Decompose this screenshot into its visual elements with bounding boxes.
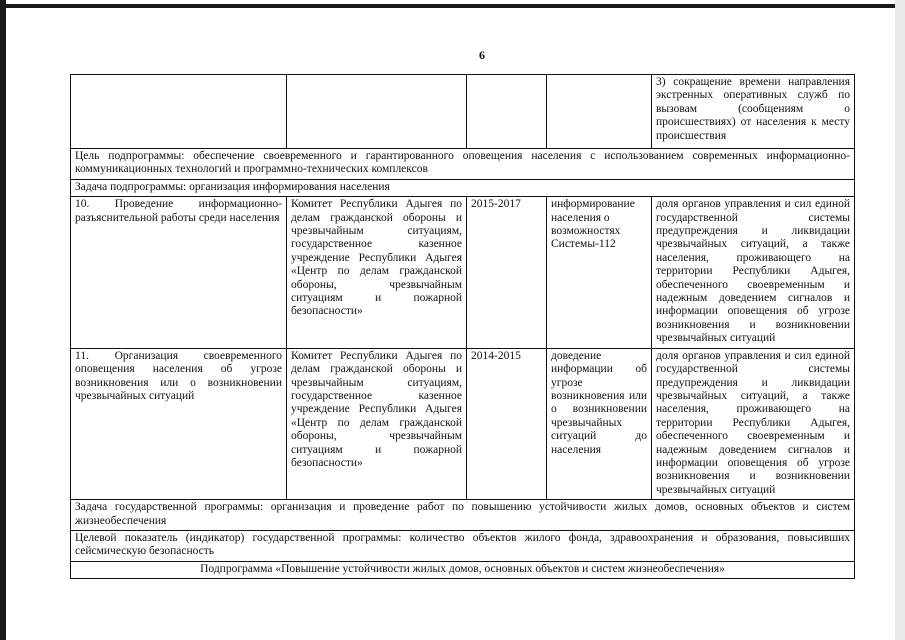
result-cell: доля органов управления и сил единой государственной системы предупреждения и ликвидации чрезвычайных ситуаций, а также населения, проживающего на территории Республики Адыгея, обеспеченного своевременным и надежным доведением сигналов и информации оповещения об угрозе возникновения и возникновении чрезвычайных ситуаций bbox=[652, 197, 855, 348]
target-indicator: Целевой показатель (индикатор) государственной программы: количество объектов жилого фонда, здравоохранения и образования, повысивших сейсмическую безопасность bbox=[71, 530, 855, 561]
scan-right-edge bbox=[895, 0, 905, 640]
measure-cell: 11. Организация своевременного оповещения населения об угрозе возникновения или о возникновении чрезвычайных ситуаций bbox=[71, 348, 287, 499]
table-row bbox=[71, 197, 855, 348]
years-cell: 2014-2015 bbox=[467, 348, 547, 499]
direction-cell: доведение информации об угрозе возникновения или о возникновении чрезвычайных ситуаций до населения bbox=[547, 348, 652, 499]
measure-cell: 10. Проведение информационно-разъяснительной работы среди населения bbox=[71, 197, 287, 348]
next-subprogram-title: Подпрограмма «Повышение устойчивости жилых домов, основных объектов и систем жизнеобеспечения» bbox=[71, 561, 855, 578]
result-cell: 3) сокращение времени направления экстренных оперативных служб по вызовам (сообщениям о происшествиях) от населения к месту происшествия bbox=[652, 75, 855, 149]
table-row bbox=[71, 75, 855, 149]
scan-left-edge bbox=[0, 0, 6, 640]
executor-cell: Комитет Республики Адыгея по делам гражданской обороны и чрезвычайным ситуациям, государственное казенное учреждение Республики Адыгея «Центр по делам гражданской обороны, чрезвычайным ситуациям и пожарной безопасности» bbox=[287, 197, 467, 348]
table-row bbox=[71, 500, 855, 531]
program-table bbox=[70, 74, 855, 579]
years-cell: 2015-2017 bbox=[467, 197, 547, 348]
subprogram-goal: Цель подпрограммы: обеспечение своевременного и гарантированного оповещения населения с использованием современных информационно-коммуникационных технологий и программно-технических комплексов bbox=[71, 149, 855, 180]
table-row bbox=[71, 348, 855, 499]
page-number: 6 bbox=[479, 48, 485, 62]
direction-cell: информирование населения о возможностях Системы-112 bbox=[547, 197, 652, 348]
table-cell bbox=[467, 75, 547, 149]
table-cell bbox=[547, 75, 652, 149]
table-cell bbox=[71, 75, 287, 149]
table-row bbox=[71, 561, 855, 578]
scan-top-edge bbox=[0, 0, 905, 8]
result-cell: доля органов управления и сил единой государственной системы предупреждения и ликвидации чрезвычайных ситуаций, а также населения, проживающего на территории Республики Адыгея, обеспеченного своевременным и надежным доведением сигналов и информации оповещения об угрозе возникновения и возникновении чрезвычайных ситуаций bbox=[652, 348, 855, 499]
state-program-task: Задача государственной программы: организация и проведение работ по повышению устойчивости жилых домов, основных объектов и систем жизнеобеспечения bbox=[71, 500, 855, 531]
table-row bbox=[71, 149, 855, 180]
table-row bbox=[71, 530, 855, 561]
table-cell bbox=[287, 75, 467, 149]
subprogram-task: Задача подпрограммы: организация информирования населения bbox=[71, 179, 855, 196]
table-row bbox=[71, 179, 855, 196]
executor-cell: Комитет Республики Адыгея по делам гражданской обороны и чрезвычайным ситуациям, государственное казенное учреждение Республики Адыгея «Центр по делам гражданской обороны, чрезвычайным ситуациям и пожарной безопасности» bbox=[287, 348, 467, 499]
